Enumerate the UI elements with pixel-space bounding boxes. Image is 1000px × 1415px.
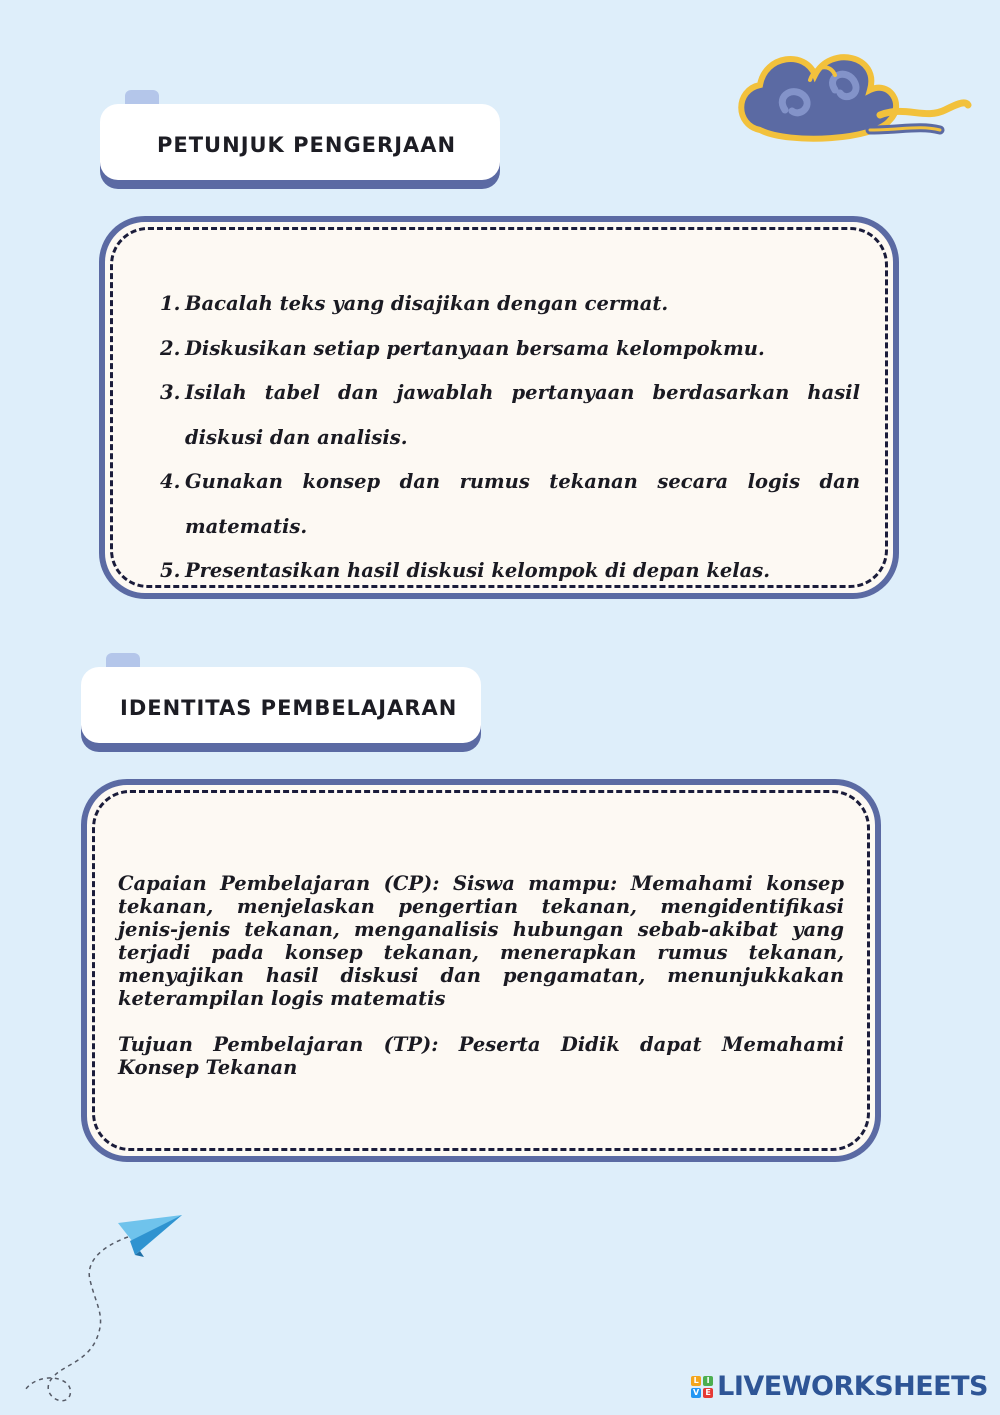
step-number: 3.	[160, 381, 181, 404]
list-item	[160, 282, 860, 327]
logo-mark-icon	[691, 1376, 713, 1398]
step-text: Diskusikan setiap pertanyaan bersama kelompokmu.	[185, 336, 765, 360]
step-text: Presentasikan hasil diskusi kelompok di depan kelas.	[185, 559, 771, 582]
petunjuk-title: PETUNJUK PENGERJAAN	[157, 133, 457, 157]
instruction-list	[160, 282, 860, 594]
logo-letter: E	[703, 1388, 713, 1398]
capaian-pembelajaran: Capaian Pembelajaran (CP): Siswa mampu: Memahami konsep tekanan, menjelaskan pengertian tekanan, mengidentifikasi jenis-jenis tekanan, menganalisis hubungan sebab-akibat yang terjadi pada konsep tekanan, menerapkan rumus tekanan, menyajikan hasil diskusi dan pengamatan, menunjukkakan keterampilan logis matematis	[118, 872, 844, 1010]
identitas-title: IDENTITAS PEMBELAJARAN	[120, 696, 458, 720]
logo-letter: V	[693, 1388, 700, 1397]
learning-identity-text	[118, 872, 844, 1079]
step-text: Gunakan konsep dan rumus tekanan secara logis dan matematis.	[185, 470, 860, 538]
cloud-ornament-icon	[730, 35, 980, 165]
list-item	[160, 460, 860, 549]
step-text: Bacalah teks yang disajikan dengan cermat.	[185, 292, 669, 315]
logo-letter: I	[703, 1376, 713, 1386]
petunjuk-header-tab	[100, 104, 500, 180]
brand-name: LIVEWORKSHEETS	[717, 1371, 988, 1402]
paper-plane-icon	[10, 1205, 200, 1415]
list-item	[160, 371, 860, 460]
step-number: 5.	[160, 559, 181, 582]
list-item	[160, 549, 860, 594]
step-number: 2.	[160, 336, 181, 360]
identitas-header-tab	[81, 667, 481, 743]
step-number: 1.	[160, 292, 181, 315]
step-text: Isilah tabel dan jawablah pertanyaan berdasarkan hasil diskusi dan analisis.	[185, 381, 860, 449]
logo-letter: L	[691, 1376, 701, 1386]
tujuan-pembelajaran: Tujuan Pembelajaran (TP): Peserta Didik dapat Memahami Konsep Tekanan	[118, 1033, 844, 1079]
list-item	[160, 327, 860, 372]
liveworksheets-logo	[691, 1371, 988, 1402]
step-number: 4.	[160, 470, 181, 493]
